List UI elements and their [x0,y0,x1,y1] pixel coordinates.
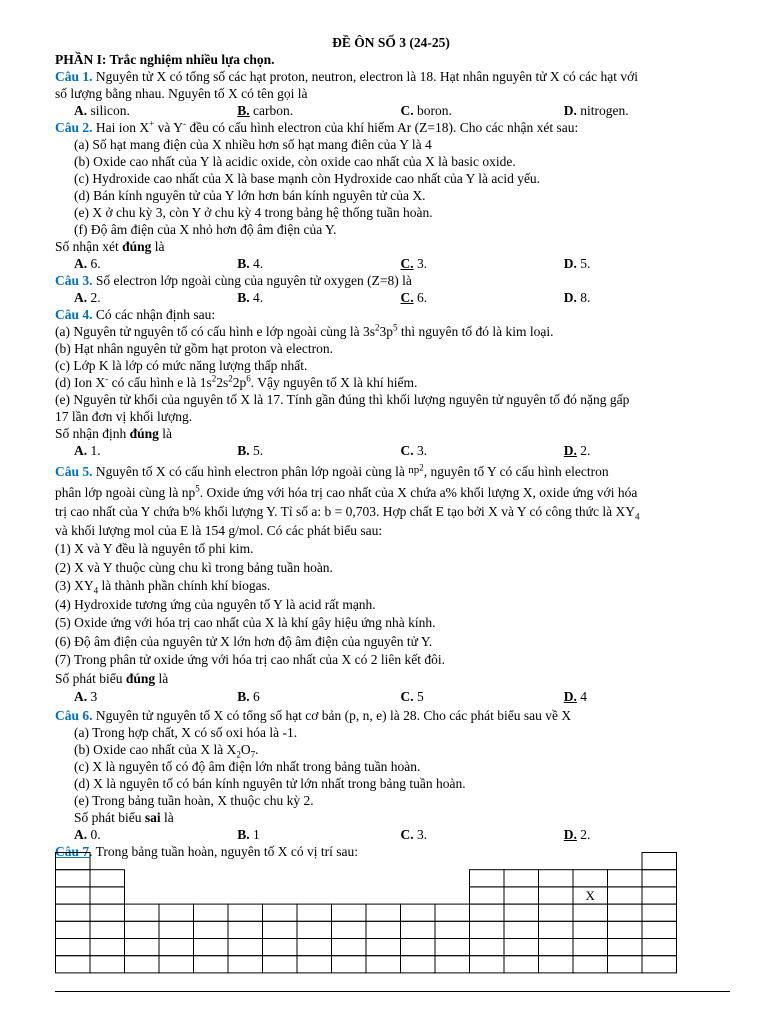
option-d: D. 2. [563,443,591,458]
table-cell [504,870,539,887]
table-cell [539,870,574,887]
table-cell [401,939,436,956]
table-cell [297,956,332,973]
table-cell [125,956,160,973]
periodic-table-grid [55,852,677,974]
table-cell [470,870,505,887]
table-cell [642,887,677,904]
table-cell [608,956,643,973]
option-b: B. 4. [237,256,264,271]
cell-period1-group18 [642,853,677,870]
table-cell [435,921,470,938]
table-cell [194,921,229,938]
page-title: ĐỀ ÔN SỐ 3 (24-25) [332,35,450,50]
option-c: C. 6. [400,290,428,305]
option-d: D. 4 [563,689,587,704]
option-b: B. 1 [237,826,260,842]
statement-b: (b) Hạt nhân nguyên tử gồm hạt proton và electron. [55,341,333,356]
table-cell [504,956,539,973]
table-cell [366,939,401,956]
table-cell [401,904,436,921]
table-cell [159,904,194,921]
option-c: C. 3. [400,826,428,842]
table-cell [504,939,539,956]
statement-d: (d) X là nguyên tố có bán kính nguyên tử lớn nhất trong bảng tuần hoàn. [74,775,466,791]
statement-d: (d) Ion X- có cấu hình e là $1s^22s^22p^6$. Vậy nguyên tố X là khí hiếm. [55,373,418,390]
statement-c: (c) X là nguyên tố có độ âm điện lớn nhất trong bảng tuần hoàn. [74,758,421,774]
table-cell [401,956,436,973]
table-cell [159,956,194,973]
table-cell [642,870,677,887]
option-b: B. carbon. [237,103,294,118]
option-c: C. 3. [400,443,428,458]
question-2-ask: Số nhận xét đúng là [55,239,165,254]
table-cell [263,904,298,921]
table-cell [194,956,229,973]
table-cell [608,939,643,956]
footer-divider [55,991,730,992]
table-cell [90,956,125,973]
table-cell [56,887,91,904]
option-b: B. 6 [237,689,260,704]
table-cell [642,956,677,973]
question-label: Câu 1. [55,69,93,84]
table-cell [366,904,401,921]
part-heading: PHẦN I: Trắc nghiệm nhiều lựa chọn. [55,52,275,67]
cell-period1-group1 [56,853,91,870]
table-cell [539,939,574,956]
table-cell [263,939,298,956]
table-cell [90,887,125,904]
table-cell [90,921,125,938]
question-4: Câu 4. Có các nhận định sau: [55,307,216,322]
question-3: Câu 3. Số electron lớp ngoài cùng của nguyên tử oxygen (Z=8) là [55,273,412,288]
option-a: A. 6. [74,256,101,271]
question-6-ask: Số phát biểu sai là [74,809,174,825]
table-cell [539,887,574,904]
option-d: D. 8. [563,290,591,305]
statement-c: (c) Hydroxide cao nhất của X là base mạnh còn Hydroxide cao nhất của Y là acid yếu. [74,171,541,186]
statement-6: (6) Độ âm điện của nguyên tử X lớn hơn độ âm điện của nguyên tử Y. [55,633,433,649]
question-4-ask: Số nhận định đúng là [55,426,173,441]
table-cell [642,939,677,956]
option-a: A. 2. [74,290,101,305]
table-cell [263,956,298,973]
statement-b: (b) Oxide cao nhất của Y là acidic oxide, còn oxide cao nhất của X là basic oxide. [74,154,516,169]
question-1-options [55,102,727,119]
table-cell [608,904,643,921]
question-1: Câu 1. Nguyên tử X có tổng số các hạt proton, neutron, electron là 18. Hạt nhân nguyên tử X có các hạt với [55,69,639,84]
option-a: A. 1. [74,443,101,458]
table-cell [470,921,505,938]
table-cell [125,921,160,938]
table-cell [573,870,608,887]
statement-f: (f) Độ âm điện của X nhỏ hơn độ âm điện của Y. [74,222,337,237]
statement-3: (3) $XY_4$ là thành phần chính khí biogas. [55,578,271,596]
question-4-options [55,442,727,459]
statement-a: (a) Số hạt mang điện của X nhiều hơn số hạt mang điên của Y là 4 [74,137,432,152]
table-cell [470,887,505,904]
table-cell [90,870,125,887]
table-cell [366,956,401,973]
table-cell [573,921,608,938]
question-1-line2: số lượng bằng nhau. Nguyên tố X có tên gọi là [55,86,308,101]
table-cell [297,921,332,938]
table-cell [539,904,574,921]
table-cell [504,887,539,904]
question-5-line4: và khối lượng mol của E là 154 g/mol. Có các phát biểu sau: [55,523,383,538]
table-cell [435,939,470,956]
table-cell [332,939,367,956]
option-a: A. 0. [74,826,101,842]
table-cell [608,870,643,887]
table-cell [642,921,677,938]
statement-5: (5) Oxide ứng với hóa trị cao nhất của X là khí gây hiệu ứng nhà kính. [55,615,436,630]
table-cell [125,939,160,956]
question-2-options [55,255,727,272]
table-cell [401,921,436,938]
table-cell [297,939,332,956]
table-cell [504,904,539,921]
table-cell [539,956,574,973]
table-cell [56,870,91,887]
statement-2: (2) X và Y thuộc cùng chu kì trong bảng tuần hoàn. [55,559,333,575]
table-cell [539,921,574,938]
option-b: B. 4. [237,290,264,305]
table-cell [90,939,125,956]
element-x-label: X [585,888,595,904]
option-b: B. 5. [237,443,264,458]
table-cell [366,921,401,938]
question-3-options [55,289,727,306]
option-d: D. 5. [563,256,591,271]
question-5-options [55,688,727,707]
question-5-line2: phân lớp ngoài cùng là $np^5$. Oxide ứng với hóa trị cao nhất của X chứa a% khối lượng X, oxide ứng với hóa [55,483,638,500]
option-a: A. silicon. [74,103,130,118]
exam-page [55,34,727,860]
table-cell [504,921,539,938]
question-7: Câu 7. Trong bảng tuần hoàn, nguyên tố X có vị trí sau: [55,843,358,859]
question-5: Câu 5. Nguyên tố X có cấu hình electron phân lớp ngoài cùng là $^{np2}$, nguyên tố Y có cấu hình electron [55,462,609,479]
periodic-table-svg [55,852,677,974]
question-6-options [55,826,727,843]
table-cell [435,956,470,973]
table-cell [608,887,643,904]
table-cell [435,904,470,921]
table-cell [159,921,194,938]
table-cell [56,939,91,956]
table-cell [228,904,263,921]
question-5-line3: trị cao nhất của Y chứa b% khối lượng Y. Tỉ số a: b = 0,703. Hợp chất E tạo bởi X và Y có công thức là $XY_4$ [55,504,640,522]
table-cell [470,939,505,956]
option-c: C. boron. [400,103,452,118]
table-cell [642,904,677,921]
table-cell [228,921,263,938]
table-cell [332,904,367,921]
table-cell [332,921,367,938]
table-cell [90,904,125,921]
table-cell [56,921,91,938]
table-cell [194,904,229,921]
statement-e: (e) Nguyên tử khối của nguyên tố X là 17. Tính gần đúng thì khối lượng nguyên tử nguyên tố đó nặng gấp [55,392,630,407]
question-5-ask: Số phát biểu đúng là [55,670,169,686]
option-c: C. 5 [400,689,424,704]
table-cell [56,904,91,921]
statement-e: (e) Trong bảng tuần hoàn, X thuộc chu kỳ 2. [74,792,314,808]
table-cell [263,921,298,938]
statement-e: (e) X ở chu kỳ 3, còn Y ở chu kỳ 4 trong bảng hệ thống tuần hoàn. [74,205,433,220]
table-cell [228,939,263,956]
statement-e-cont: 17 lần đơn vị khối lượng. [55,409,193,424]
table-cell [470,956,505,973]
option-d: D. nitrogen. [563,103,629,118]
table-cell [159,939,194,956]
table-cell [297,904,332,921]
statement-4: (4) Hydroxide tương ứng của nguyên tố Y là acid rất mạnh. [55,596,376,612]
table-cell [470,904,505,921]
table-cell [573,956,608,973]
statement-b: (b) Oxide cao nhất của X là $X_2O_7$. [74,741,259,760]
statement-7: (7) Trong phân tử oxide ứng với hóa trị cao nhất của X có 2 liên kết đôi. [55,652,445,667]
table-cell [573,904,608,921]
statement-a: (a) Nguyên tử nguyên tố có cấu hình e lớp ngoài cùng là $3s^23p^5$ thì nguyên tố đó là kim loại. [55,322,554,339]
statement-c: (c) Lớp K là lớp có mức năng lượng thấp nhất. [55,358,308,373]
table-cell [228,956,263,973]
statement-a: (a) Trong hợp chất, X có số oxi hóa là -1. [74,724,298,740]
table-cell [332,956,367,973]
statement-1: (1) X và Y đều là nguyên tố phi kim. [55,541,254,556]
table-cell [194,939,229,956]
option-d: D. 2. [563,826,591,842]
question-6: Câu 6. Nguyên tử nguyên tố X có tổng số hạt cơ bản (p, n, e) là 28. Cho các phát biểu sau về X [55,707,572,723]
table-cell [608,921,643,938]
table-cell [125,904,160,921]
statement-d: (d) Bán kính nguyên tử của Y lớn hơn bán kính nguyên tử của X. [74,188,426,203]
table-cell [573,939,608,956]
question-2: Câu 2. Hai ion X+ và Y- đều có cấu hình electron của khí hiếm Ar (Z=18). Cho các nhận xét sau: [55,118,579,135]
table-cell [56,956,91,973]
option-c: C. 3. [400,256,428,271]
option-a: A. 3 [74,689,98,704]
